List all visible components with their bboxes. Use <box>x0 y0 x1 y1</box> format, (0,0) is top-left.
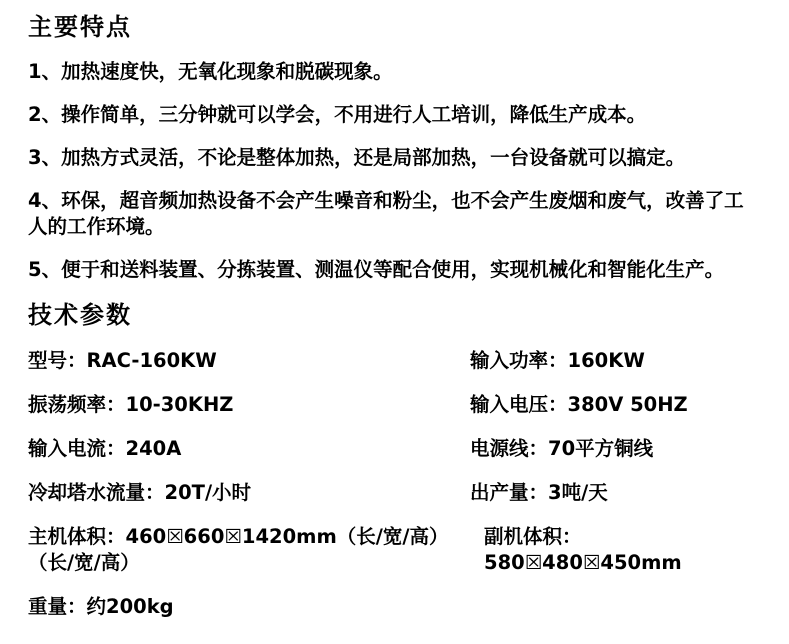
spec-input-current: 输入电流：240A <box>28 437 182 460</box>
spec-row-freq-voltage <box>28 392 761 418</box>
spec-sub-unit-size: 副机体积：580☒480☒450mm <box>484 525 682 574</box>
spec-row-current-cable <box>28 436 761 462</box>
spec-main-unit-size-line2: （长/宽/高） <box>28 551 140 574</box>
spec-weight: 重量：约200kg <box>28 595 174 618</box>
spec-output-capacity: 出产量：3吨/天 <box>470 481 608 504</box>
spec-empty <box>470 594 761 620</box>
feature-item-2: 2、操作简单，三分钟就可以学会，不用进行人工培训，降低生产成本。 <box>28 103 647 126</box>
spec-oscillation-frequency: 振荡频率：10-30KHZ <box>28 393 234 416</box>
feature-item-3: 3、加热方式灵活，不论是整体加热，还是局部加热，一台设备就可以搞定。 <box>28 146 686 169</box>
feature-item-5: 5、便于和送料装置、分拣装置、测温仪等配合使用，实现机械化和智能化生产。 <box>28 258 725 281</box>
spec-power-cable: 电源线：70平方铜线 <box>470 437 654 460</box>
spec-model: 型号：RAC-160KW <box>28 349 217 372</box>
feature-item-4: 4、环保，超音频加热设备不会产生噪音和粉尘，也不会产生废烟和废气，改善了工人的工作环境。 <box>28 189 744 238</box>
spec-main-unit-size <box>28 524 470 576</box>
spec-input-voltage: 输入电压：380V 50HZ <box>470 393 688 416</box>
spec-row-model-power <box>28 348 761 374</box>
spec-cooling-water-flow: 冷却塔水流量：20T/小时 <box>28 481 252 504</box>
spec-row-weight <box>28 594 761 620</box>
spec-input-power: 输入功率：160KW <box>470 349 645 372</box>
feature-item-1: 1、加热速度快，无氧化现象和脱碳现象。 <box>28 60 393 83</box>
spec-main-unit-size-line1: 主机体积：460☒660☒1420mm（长/宽/高） <box>28 525 449 548</box>
spec-row-water-output <box>28 480 761 506</box>
features-heading: 主要特点 <box>28 13 132 41</box>
spec-row-dimensions <box>28 524 761 576</box>
specs-heading: 技术参数 <box>28 301 132 329</box>
